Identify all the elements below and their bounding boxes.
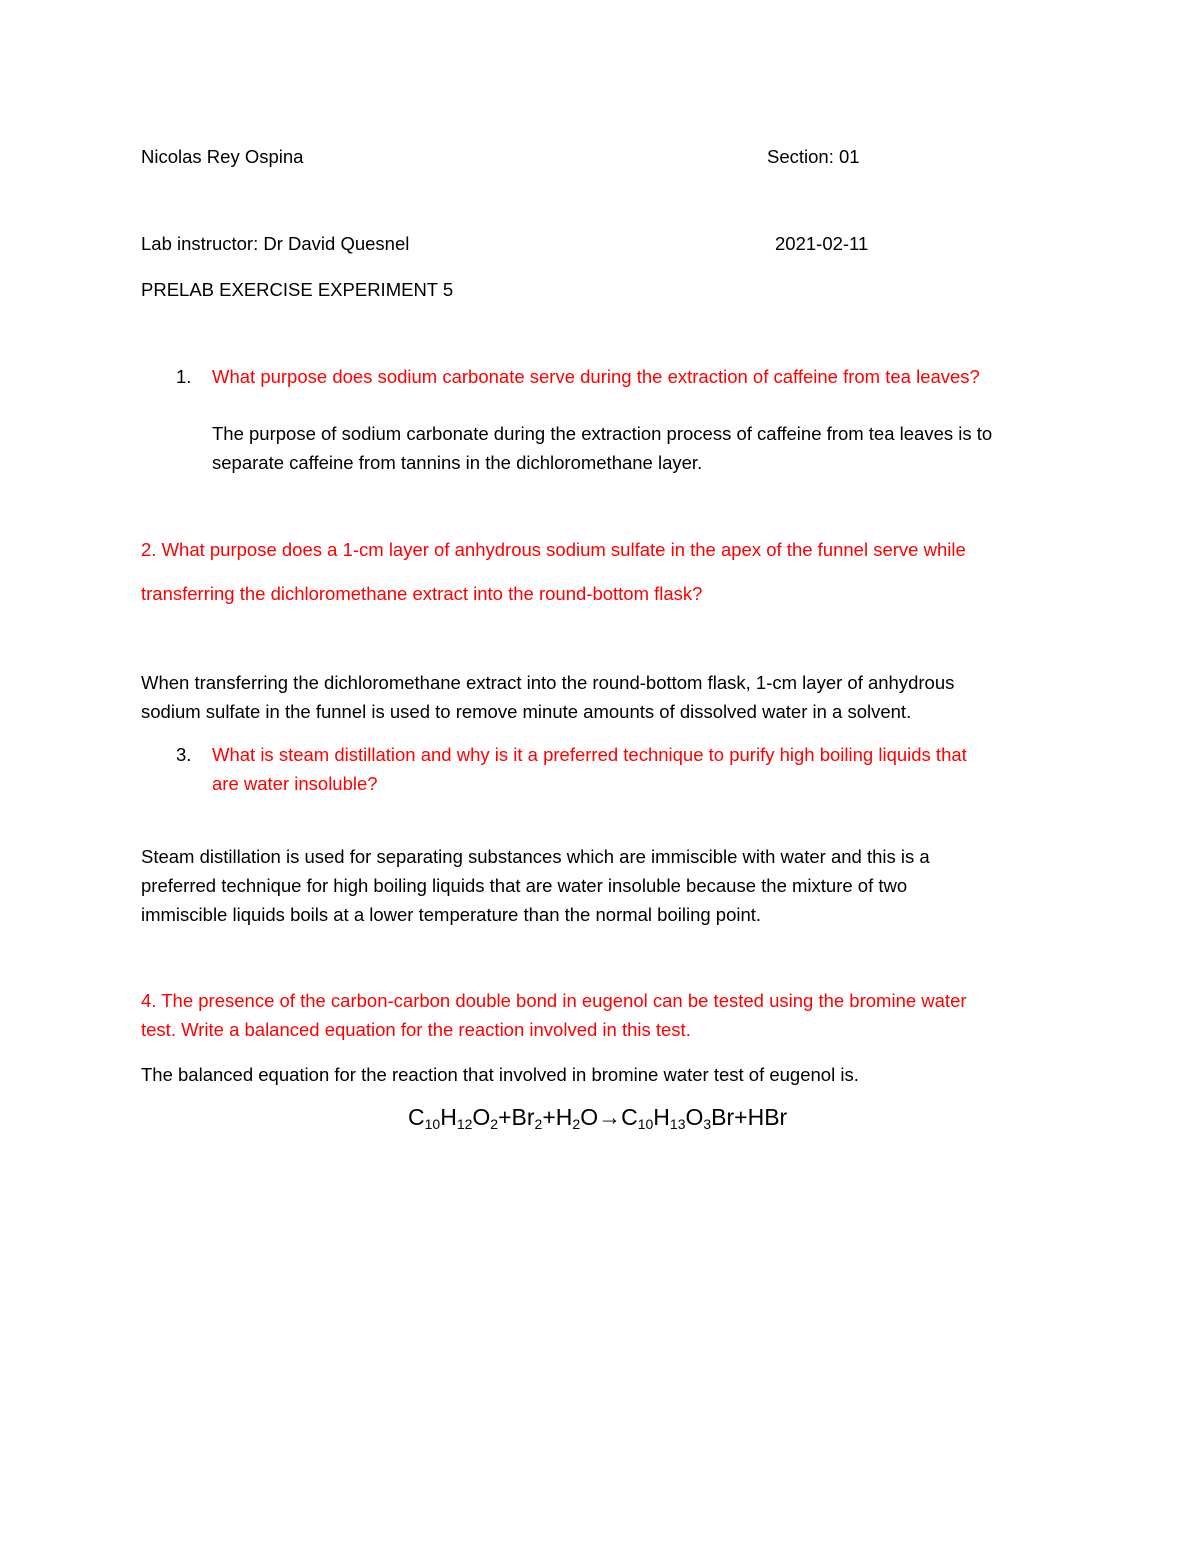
answer-3-line-2: preferred technique for high boiling liquids that are water insoluble because the mixture of two — [141, 875, 908, 896]
answer-3-line-3: immiscible liquids boils at a lower temperature than the normal boiling point. — [141, 904, 762, 925]
page-title: PRELAB EXERCISE EXPERIMENT 5 — [141, 279, 454, 300]
question-2-line-1: 2. What purpose does a 1-cm layer of anhydrous sodium sulfate in the apex of the funnel serve while — [141, 539, 966, 560]
question-3-number: 3. — [176, 744, 192, 765]
question-1-text: What purpose does sodium carbonate serve during the extraction of caffeine from tea leaves? — [212, 366, 980, 387]
answer-2-line-1: When transferring the dichloromethane extract into the round-bottom flask, 1-cm layer of anhydrous — [141, 672, 955, 693]
answer-1-line-2: separate caffeine from tannins in the dichloromethane layer. — [212, 452, 703, 473]
answer-1-line-1: The purpose of sodium carbonate during the extraction process of caffeine from tea leaves is to — [212, 423, 993, 444]
question-2-line-2: transferring the dichloromethane extract into the round-bottom flask? — [141, 583, 703, 604]
student-name: Nicolas Rey Ospina — [141, 146, 304, 167]
answer-4-line-1: The balanced equation for the reaction that involved in bromine water test of eugenol is. — [141, 1064, 859, 1085]
question-4-line-2: test. Write a balanced equation for the reaction involved in this test. — [141, 1019, 691, 1040]
question-1-number: 1. — [176, 366, 192, 387]
question-3-line-2: are water insoluble? — [212, 773, 378, 794]
question-3-line-1: What is steam distillation and why is it a preferred technique to purify high boiling liquids that — [212, 744, 967, 765]
section-label: Section: 01 — [767, 146, 860, 167]
lab-instructor: Lab instructor: Dr David Quesnel — [141, 233, 410, 254]
bromine-water-equation: $C_{10}H_{12}O_2+Br_2+H_2O\to C_{10}H_{13}O_3Br+HBr$ — [408, 1104, 788, 1132]
date: 2021-02-11 — [775, 233, 869, 254]
question-4-line-1: 4. The presence of the carbon-carbon double bond in eugenol can be tested using the bromine water — [141, 990, 967, 1011]
answer-2-line-2: sodium sulfate in the funnel is used to remove minute amounts of dissolved water in a solvent. — [141, 701, 912, 722]
answer-3-line-1: Steam distillation is used for separating substances which are immiscible with water and this is a — [141, 846, 930, 867]
